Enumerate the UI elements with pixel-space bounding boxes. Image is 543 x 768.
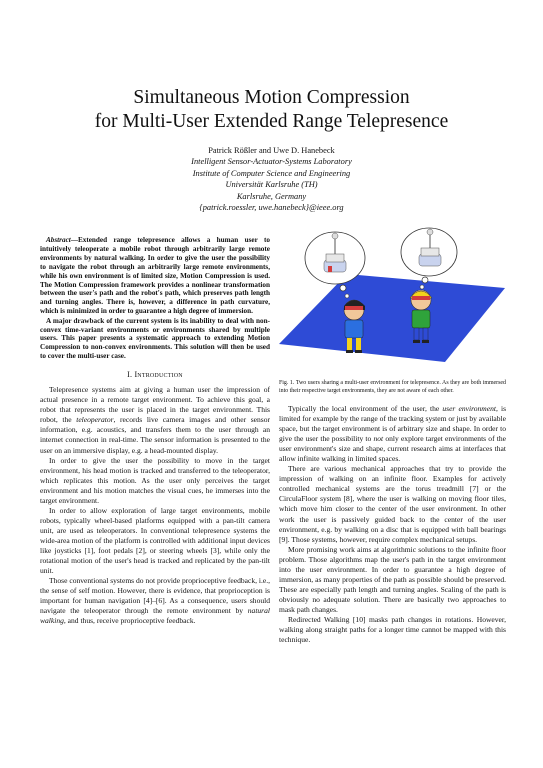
title-line-2: for Multi-User Extended Range Telepresence: [94, 111, 449, 132]
affiliation-lab: Intelligent Sensor-Actuator-Systems Laboratory: [191, 157, 352, 167]
abstract-paragraph-1: Abstract—Extended range telepresence allows a human user to intuitively teleoperate a mobile robot through arbitrarily large remote environments by natural walking. In order to give the user the possibility to navigate the robot through an arbitrarily large remote environments, while his own environment is of limited size, Motion Compression is used. The Motion Compression framework provides a nonlinear transformation between the user's path and the robot's path, which preserves path length and turning angles. There is, however, a difference in path curvature, which is minimized in order to guarantee a high degree of immersion.: [40, 236, 270, 316]
figure-1-illustration: [279, 226, 506, 362]
right-paragraph-3: More promising work aims at algorithmic solutions to the infinite floor problem. Those algorithms map the user's path in the target environment into the user environment. In order to guarantee a high degree of immersion, as many properties of the path as possible should be preserved. These are especially path length and turning angles. Scaling of the path is obviously no adequate solution. There are basically two approaches to mask path changes.: [279, 544, 506, 614]
paper-title: [0, 86, 543, 134]
figure-1: [279, 226, 506, 362]
affiliation-institute: Institute of Computer Science and Engineering: [192, 168, 351, 178]
abstract-paragraph-2: A major drawback of the current system is its inability to deal with non-convex time-variant environments or environments shared by multiple users. This paper presents a systematic approach to extending Motion Compression to non-convex environments. This solution will then be used to cover the multi-user case.: [40, 316, 270, 361]
author-block: [0, 145, 543, 213]
right-paragraph-1: Typically the local environment of the user, the user environment, is limited for example by the range of the tracking system or just by available space, but the target environment is of arbitrary size and shape. In order to give the user the possibility to not only explore target environments of the user environment's size and shape, current research aims at interfaces that allow infinite walking in limited spaces.: [279, 404, 507, 464]
affiliation-university: Universität Karlsruhe (TH): [225, 180, 318, 190]
floor-plane: [279, 274, 505, 362]
intro-paragraph-4: Those conventional systems do not provide proprioceptive feedback, i.e., the sense of self motion. However, there is evidence, that proprioception is important for human navigation [4]–[6]. As a consequence, users should navigate the teleoperator through the remote environment by natural walking, and thus, receive proprioceptive feedback.: [40, 576, 270, 626]
author-email: {patrick.roessler, uwe.hanebeck}@ieee.org: [199, 203, 344, 213]
right-paragraph-2: There are various mechanical approaches that try to provide the impression of walking on an infinite floor. Examples for actively controlled mechanical systems are the torus treadmill [7] or the CirculaFloor system [8], where the user is walking on moving floor tiles, which move him closer to the center of the user environment. In other work the user is passively guided back to the center of the user environment, e.g. by walking on a disc that is equipped with ball bearings [9]. Those systems, however, require complex mechanical setups.: [279, 464, 506, 544]
intro-paragraph-1: Telepresence systems aim at giving a human user the impression of actual presence in a remote target environment. To achieve this goal, a robot that represents the user is placed in the target environment. This robot, the teleoperator, records live camera images and other sensor information, e.g. acoustics, and transfers them to the user through an internet connection in real-time. The sensor information is presented to the user on an immersive display, e.g. a head-mounted display.: [40, 385, 270, 455]
abstract: [40, 236, 270, 361]
right-paragraph-4: Redirected Walking [10] masks path changes in rotations. However, walking along straight paths for a longer time cannot be mapped with this technique.: [279, 614, 506, 645]
title-line-1: Simultaneous Motion Compression: [133, 87, 410, 108]
left-column: [40, 236, 270, 626]
right-column: [279, 404, 506, 645]
figure-1-caption: Fig. 1. Two users sharing a multi-user environment for telepresence. As they are both immersed into their respective target environments, they are not aware of each other.: [279, 380, 506, 394]
affiliation-city: Karlsruhe, Germany: [236, 191, 307, 201]
intro-paragraph-3: In order to allow exploration of large target environments, mobile robots, typically wheel-based platforms equipped with a pan-tilt camera unit, are used as teleoperators. In conventional telepresence systems the wide-area motion of the platform is controlled with additional input devices like joysticks [1], foot pedals [2], or steering wheels [3], while only the rotational motion of the user's head is tracked and replicated by the pan-tilt unit.: [40, 505, 270, 576]
intro-paragraph-2: In order to give the user the possibility to move in the target environment, his head motion is tracked and transferred to the teleoperator, which replicates this motion. As the user only perceives the target environment and his motion matches the visual cues, he immerses into the target environment.: [40, 455, 270, 505]
section-heading-introduction: I. Introduction: [127, 370, 183, 380]
abstract-label: Abstract: [46, 236, 71, 244]
author-names: Patrick Rößler and Uwe D. Hanebeck: [208, 146, 335, 155]
